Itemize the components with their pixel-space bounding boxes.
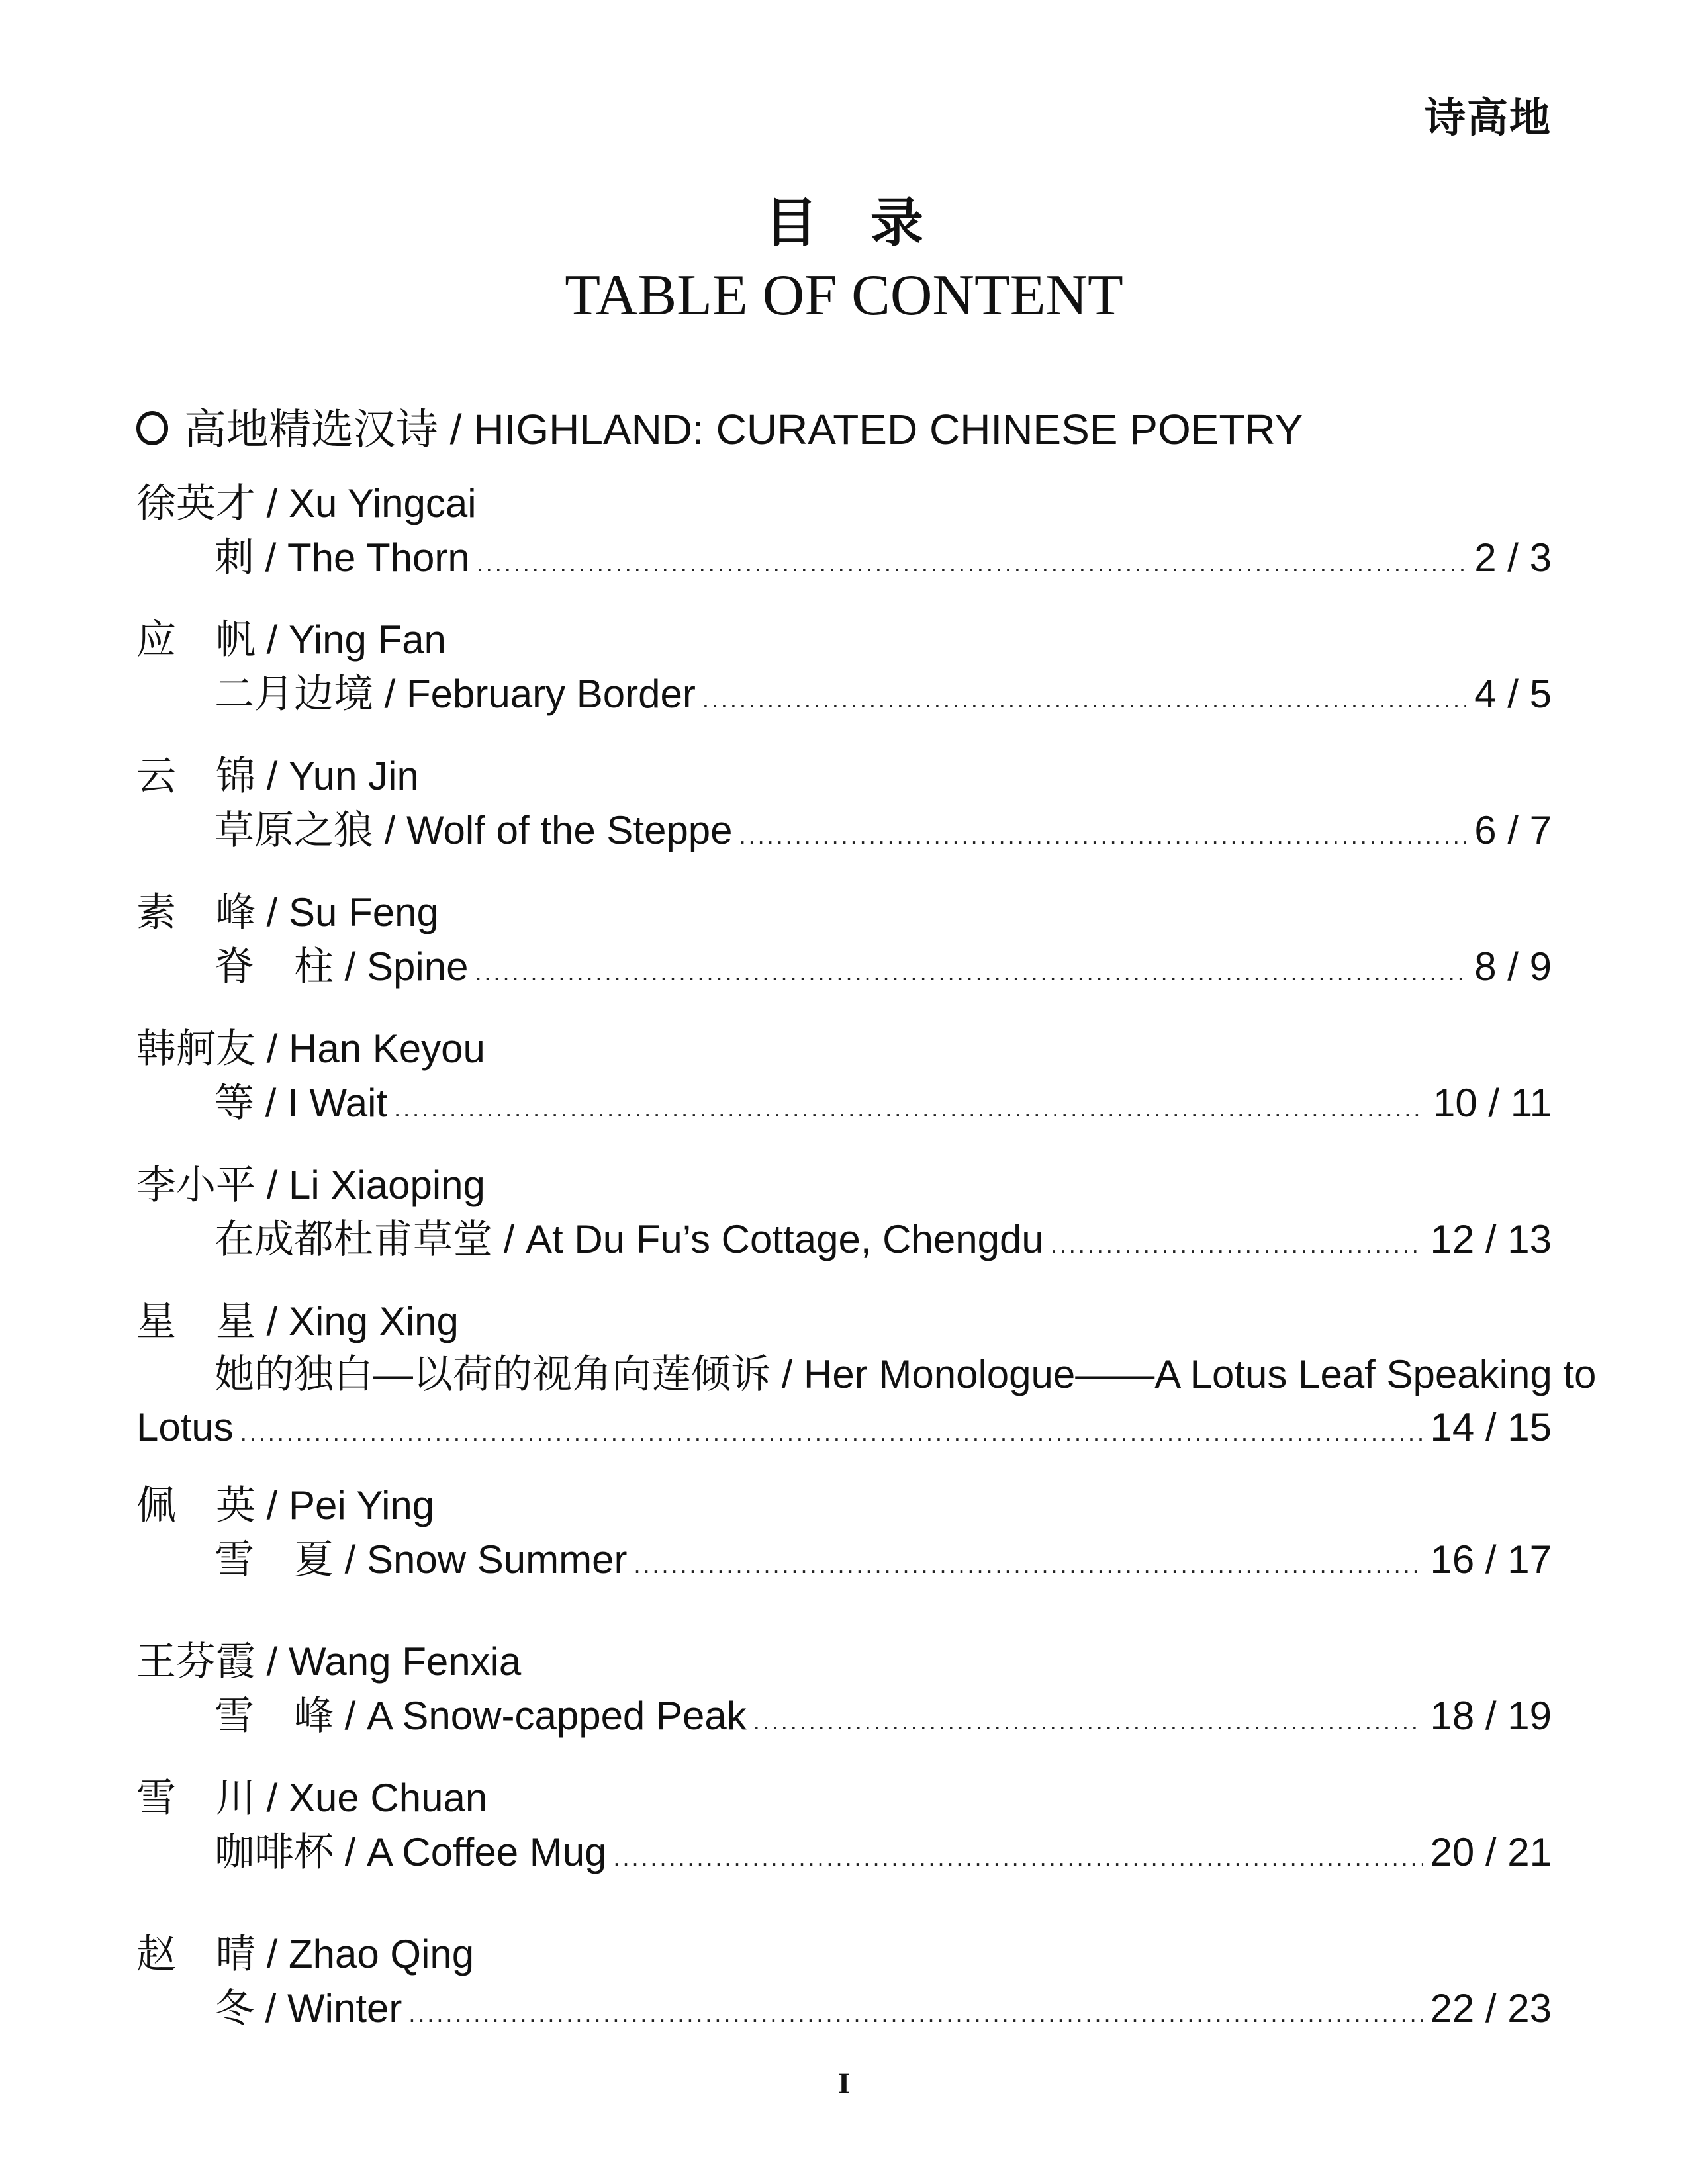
dot-leader (240, 1406, 1423, 1460)
toc-item-pages: 2 / 3 (1474, 535, 1552, 580)
toc-entry (136, 1635, 1552, 1743)
journal-brand: 诗高地 (1424, 93, 1552, 142)
toc-author: 雪 川 / Xue Chuan (136, 1776, 488, 1820)
toc-item[interactable] (136, 1981, 1552, 2036)
page-number: I (837, 2069, 851, 2100)
toc-item-title: 在成都杜甫草堂 / At Du Fu’s Cottage, Chengdu (214, 1217, 1044, 1261)
toc-author: 王芬霞 / Wang Fenxia (136, 1639, 522, 1684)
section-heading-label: 高地精选汉诗 / HIGHLAND: CURATED CHINESE POETRY (184, 406, 1303, 453)
toc-item[interactable] (136, 1689, 1552, 1743)
dot-leader (613, 1831, 1422, 1885)
toc-entry (136, 1927, 1552, 2036)
toc-item-pages: 18 / 19 (1430, 1694, 1552, 1738)
toc-author: 赵 晴 / Zhao Qing (136, 1932, 475, 1976)
toc-entry (136, 613, 1552, 721)
toc-item-title-continued: Lotus (136, 1405, 234, 1449)
toc-item-pages: 6 / 7 (1474, 808, 1552, 852)
toc-author: 星 星 / Xing Xing (136, 1299, 459, 1343)
toc-item[interactable] (136, 1533, 1552, 1587)
toc-item-title[interactable]: 她的独白—以荷的视角向莲倾诉 / Her Monologue——A Lotus Leaf Speaking to (214, 1352, 1597, 1396)
toc-author: 素 峰 / Su Feng (136, 890, 439, 934)
page-title-english: TABLE OF CONTENT (565, 263, 1123, 328)
page-title-chinese: 目 录 (765, 191, 923, 253)
toc-item[interactable] (136, 531, 1552, 585)
dot-leader (1051, 1218, 1423, 1272)
toc-item-pages: 12 / 13 (1430, 1217, 1552, 1261)
section-heading (136, 396, 1303, 457)
toc-item[interactable] (136, 667, 1552, 721)
toc-item-title: 咖啡杯 / A Coffee Mug (214, 1830, 607, 1874)
toc-author: 韩舸友 / Han Keyou (136, 1026, 485, 1071)
toc-entry (136, 749, 1552, 858)
dot-leader (633, 1538, 1422, 1592)
toc-entry (136, 1158, 1552, 1267)
toc-item-pages: 14 / 15 (1430, 1405, 1552, 1449)
toc-item-title: 草原之狼 / Wolf of the Steppe (214, 808, 733, 852)
toc-author: 云 锦 / Yun Jin (136, 754, 419, 798)
toc-entry (136, 1295, 1597, 1455)
toc-item-title: 二月边境 / February Border (214, 672, 696, 716)
toc-author: 李小平 / Li Xiaoping (136, 1163, 485, 1207)
toc-item-title: 等 / I Wait (214, 1081, 388, 1125)
toc-item[interactable] (136, 1825, 1552, 1880)
toc-entry (136, 886, 1552, 994)
toc-item-pages: 8 / 9 (1474, 944, 1552, 989)
toc-entry (136, 1022, 1552, 1130)
toc-entry (136, 477, 1552, 585)
toc-item[interactable] (136, 940, 1552, 994)
toc-item-title: 雪 峰 / A Snow-capped Peak (214, 1694, 747, 1738)
toc-item-pages: 20 / 21 (1430, 1830, 1552, 1874)
toc-item-pages: 10 / 11 (1432, 1081, 1552, 1125)
toc-item-title: 脊 柱 / Spine (214, 944, 469, 989)
toc-author: 应 帆 / Ying Fan (136, 617, 446, 662)
toc-author: 徐英才 / Xu Yingcai (136, 481, 477, 525)
dot-leader (475, 945, 1466, 999)
toc-item[interactable] (136, 803, 1552, 858)
toc-author: 佩 英 / Pei Ying (136, 1483, 435, 1527)
toc-item-title: 刺 / The Thorn (214, 535, 470, 580)
toc-item-title: 冬 / Winter (214, 1986, 402, 2030)
toc-item-title: 雪 夏 / Snow Summer (214, 1537, 628, 1582)
dot-leader (739, 809, 1467, 863)
toc-item[interactable] (136, 1400, 1552, 1455)
toc-item[interactable] (136, 1076, 1552, 1130)
dot-leader (394, 1081, 1425, 1136)
dot-leader (408, 1987, 1422, 2041)
toc-entry (136, 1479, 1552, 1587)
toc-item-pages: 16 / 17 (1430, 1537, 1552, 1582)
toc-item[interactable] (136, 1212, 1552, 1267)
dot-leader (702, 672, 1466, 727)
dot-leader (753, 1694, 1423, 1749)
toc-item-pages: 4 / 5 (1474, 672, 1552, 716)
dot-leader (477, 536, 1467, 590)
circle-bullet-icon (136, 411, 168, 445)
toc-entry (136, 1771, 1552, 1880)
toc-item-pages: 22 / 23 (1430, 1986, 1552, 2030)
